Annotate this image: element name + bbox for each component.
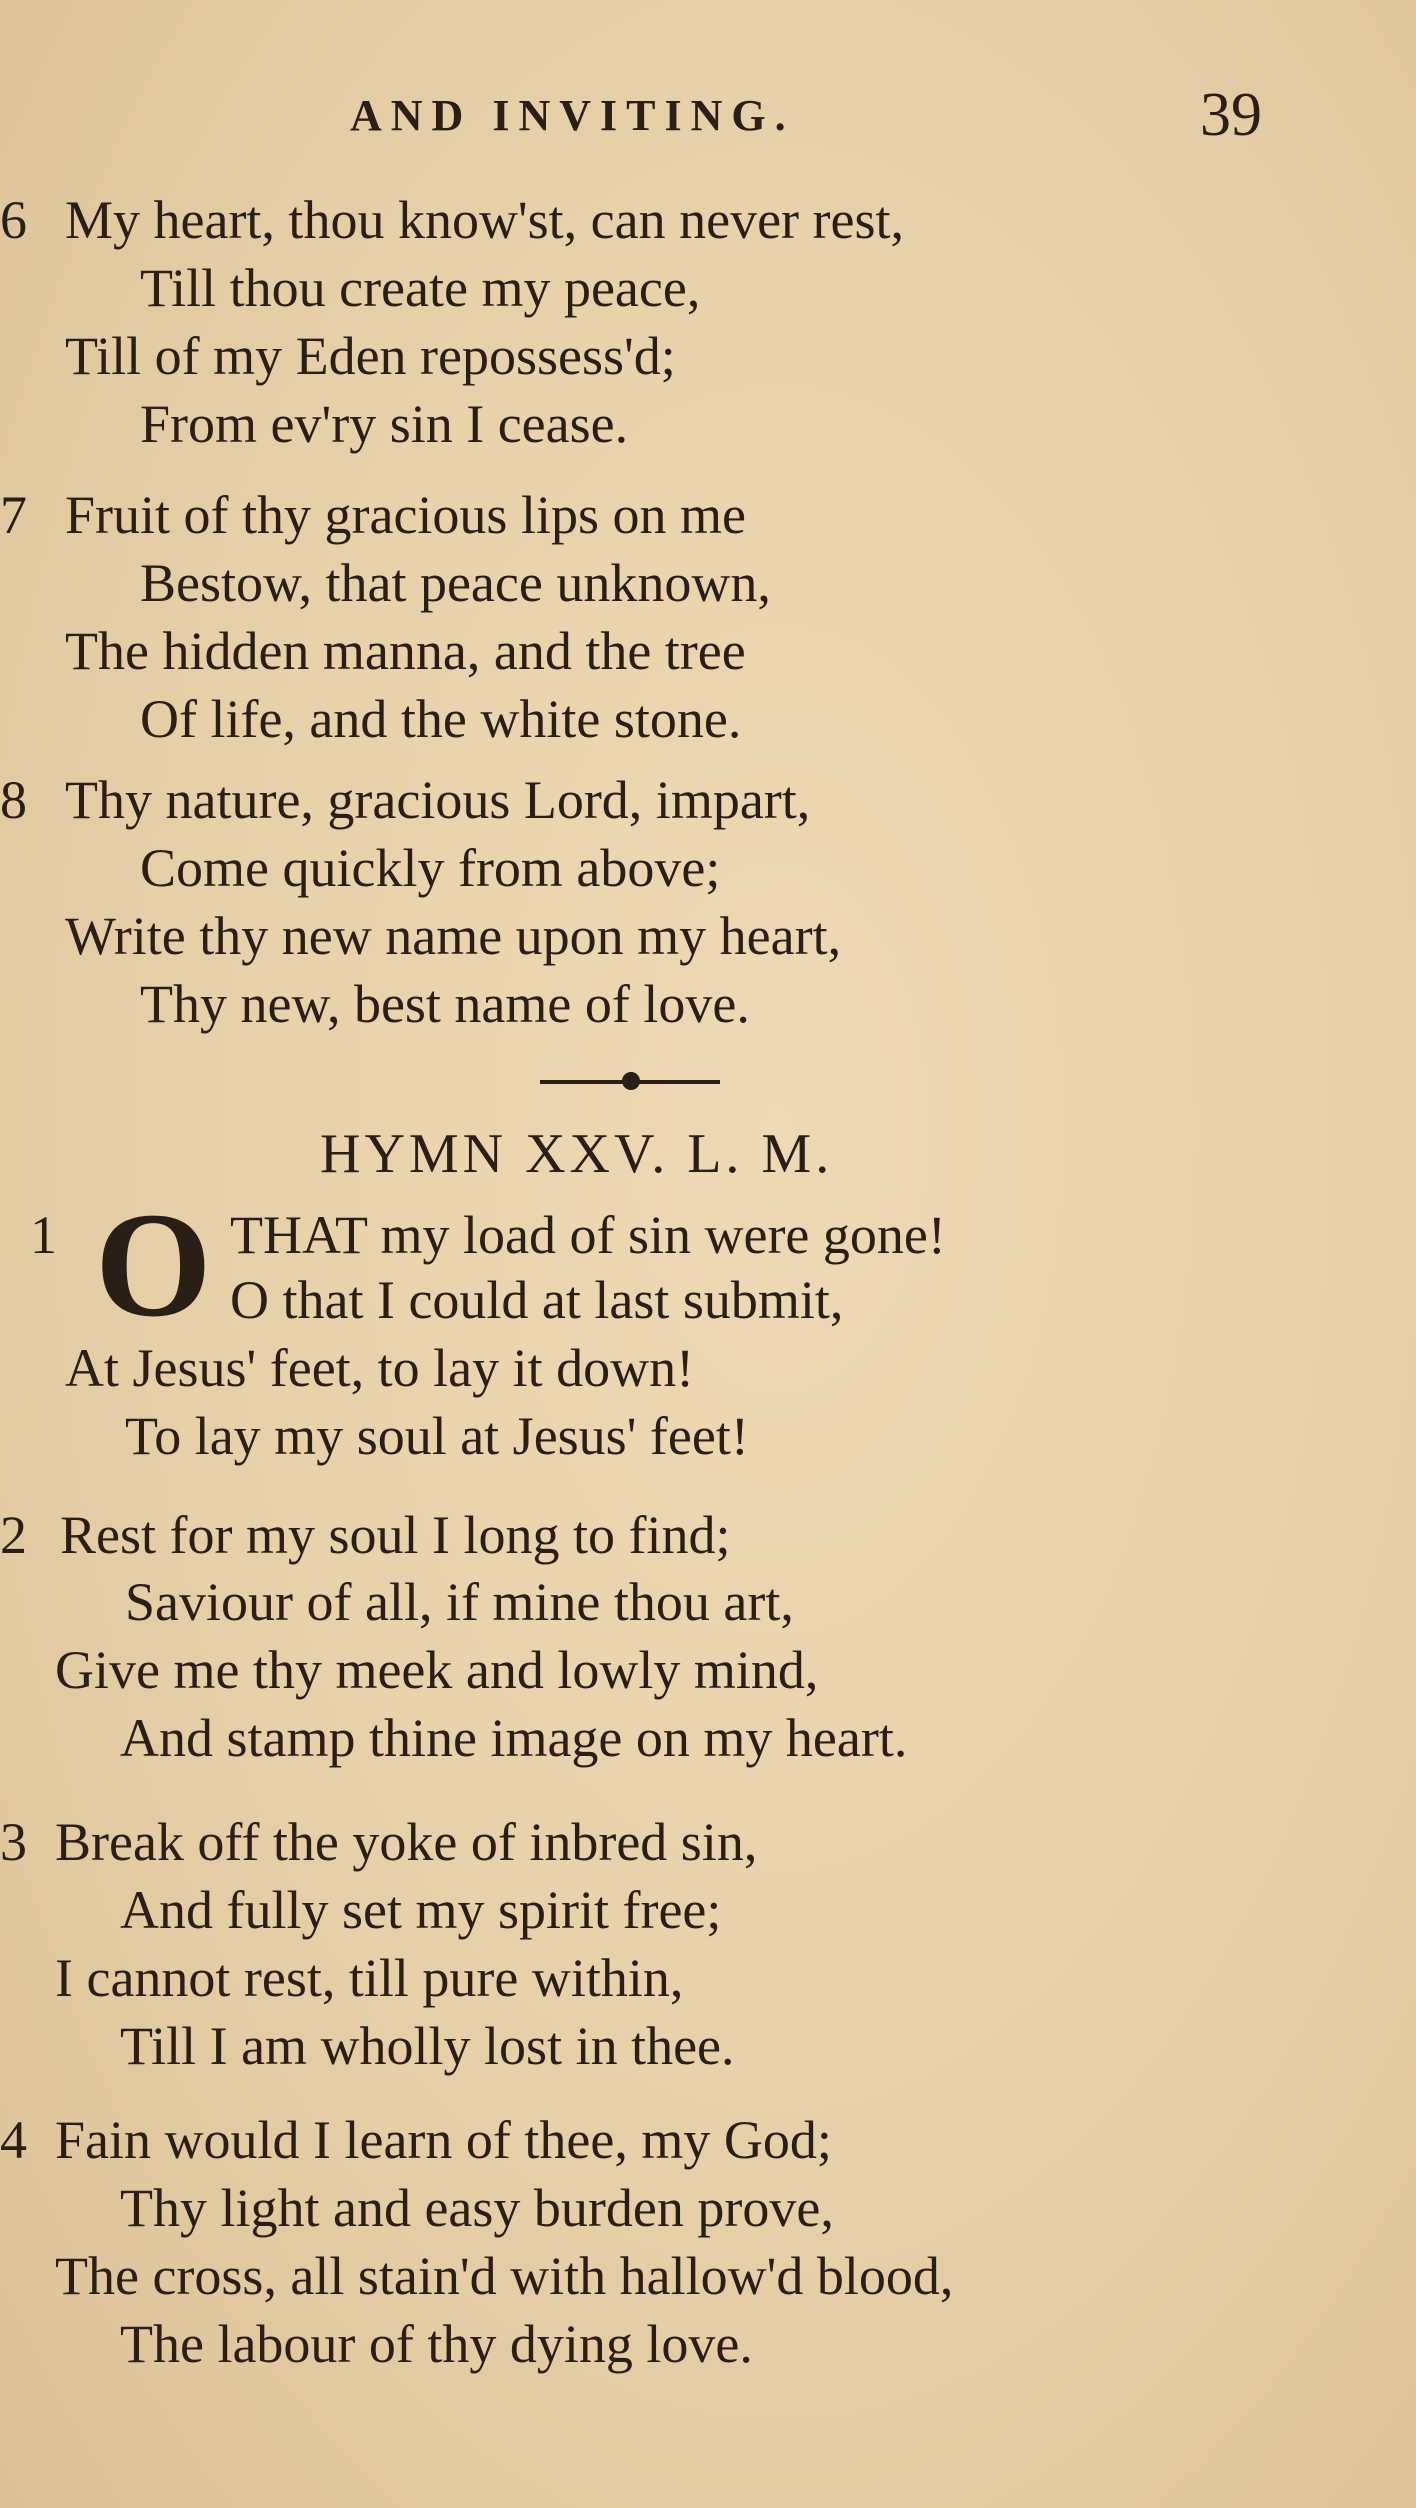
verse-line: Till thou create my peace,: [140, 258, 701, 318]
verse-line: Fain would I learn of thee, my God;: [55, 2110, 832, 2170]
verse-line: And fully set my spirit free;: [120, 1880, 722, 1940]
verse-line: Saviour of all, if mine thou art,: [125, 1572, 794, 1632]
stanza-number: 4: [0, 2110, 27, 2170]
divider-ornament: [622, 1072, 640, 1090]
verse-line: My heart, thou know'st, can never rest,: [65, 190, 905, 250]
verse-line: Fruit of thy gracious lips on me: [65, 485, 746, 545]
verse-line: To lay my soul at Jesus' feet!: [125, 1406, 749, 1466]
verse-line: The hidden manna, and the tree: [65, 621, 746, 681]
verse-line: Of life, and the white stone.: [140, 689, 742, 749]
verse-line: From ev'ry sin I cease.: [140, 394, 629, 454]
verse-line: Come quickly from above;: [140, 838, 721, 898]
page-number: 39: [1200, 81, 1262, 149]
stanza-number: 2: [0, 1505, 27, 1565]
verse-line: Thy new, best name of love.: [140, 974, 750, 1034]
stanza-number: 7: [0, 485, 27, 545]
stanza-number: 1: [30, 1205, 57, 1265]
verse-line: Till of my Eden repossess'd;: [65, 326, 676, 386]
stanza-number: 3: [0, 1812, 27, 1872]
verse-line: The cross, all stain'd with hallow'd blood,: [55, 2246, 954, 2306]
verse-line: At Jesus' feet, to lay it down!: [65, 1338, 695, 1398]
verse-line: Thy nature, gracious Lord, impart,: [65, 770, 811, 830]
verse-line: Break off the yoke of inbred sin,: [55, 1812, 758, 1872]
drop-cap: O: [95, 1182, 212, 1348]
verse-line: Bestow, that peace unknown,: [140, 553, 771, 613]
verse-line: O that I could at last submit,: [230, 1270, 844, 1330]
hymn-title: HYMN XXV. L. M.: [320, 1123, 834, 1185]
verse-line: Thy light and easy burden prove,: [120, 2178, 834, 2238]
stanza-number: 8: [0, 770, 27, 830]
verse-line: Write thy new name upon my heart,: [65, 906, 842, 966]
verse-line: Rest for my soul I long to find;: [60, 1505, 731, 1565]
verse-line: Give me thy meek and lowly mind,: [55, 1640, 819, 1700]
running-header: AND INVITING.: [350, 91, 795, 140]
verse-line: The labour of thy dying love.: [120, 2314, 753, 2374]
verse-line: I cannot rest, till pure within,: [55, 1948, 684, 2008]
verse-line: THAT my load of sin were gone!: [230, 1205, 946, 1265]
stanza-number: 6: [0, 190, 27, 250]
verse-line: And stamp thine image on my heart.: [120, 1708, 908, 1768]
verse-line: Till I am wholly lost in thee.: [120, 2016, 735, 2076]
